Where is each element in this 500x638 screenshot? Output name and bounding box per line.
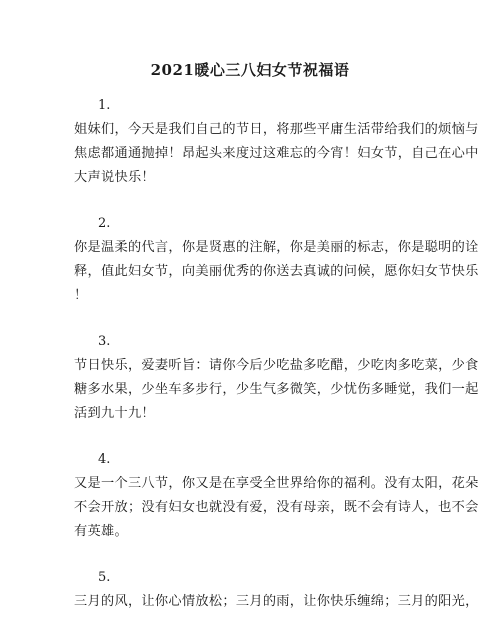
paragraph-line: 不会开放；没有妇女也就没有爱，没有母亲，既不会有诗人，也不会 — [74, 500, 479, 515]
section-paragraph — [74, 118, 479, 190]
greeting-section-5 — [74, 568, 479, 614]
paragraph-line: 姐妹们，今天是我们自己的节日，将那些平庸生活带给我们的烦恼与 — [74, 122, 479, 137]
paragraph-line: 节日快乐，爱妻听旨：请你今后少吃盐多吃醋，少吃肉多吃菜，少食 — [74, 358, 479, 373]
section-paragraph — [74, 590, 479, 614]
paragraph-line: ！ — [74, 288, 88, 303]
section-number: 3. — [98, 334, 111, 349]
document-title: 2021暖心三八妇女节祝福语 — [150, 61, 350, 79]
paragraph-line: 三月的风，让你心情放松；三月的雨，让你快乐缠绵；三月的阳光， — [74, 594, 479, 609]
paragraph-line: 焦虑都通通抛掉！昂起头来度过这难忘的今宵！妇女节，自己在心中 — [74, 146, 479, 161]
paragraph-line: 又是一个三八节，你又是在享受全世界给你的福利。没有太阳，花朵 — [74, 476, 479, 491]
section-paragraph — [74, 354, 479, 426]
paragraph-line: 有英雄。 — [74, 524, 128, 539]
greeting-section-3 — [74, 332, 479, 426]
paragraph-line: 你是温柔的代言，你是贤惠的注解，你是美丽的标志，你是聪明的诠 — [74, 240, 479, 255]
section-number: 4. — [98, 452, 111, 467]
section-paragraph — [74, 236, 479, 308]
section-number: 5. — [98, 570, 111, 585]
greeting-section-4 — [74, 450, 479, 544]
paragraph-line: 活到九十九！ — [74, 406, 155, 421]
greeting-section-1 — [74, 96, 479, 190]
section-number: 2. — [98, 216, 111, 231]
section-number: 1. — [98, 98, 111, 113]
paragraph-line: 大声说快乐！ — [74, 170, 155, 185]
paragraph-line: 糖多水果，少坐车多步行，少生气多微笑，少忧伤多睡觉，我们一起 — [74, 382, 479, 397]
section-paragraph — [74, 472, 479, 544]
paragraph-line: 释，值此妇女节，向美丽优秀的你送去真诚的问候，愿你妇女节快乐 — [74, 264, 479, 279]
document-body — [74, 96, 479, 638]
greeting-section-2 — [74, 214, 479, 308]
